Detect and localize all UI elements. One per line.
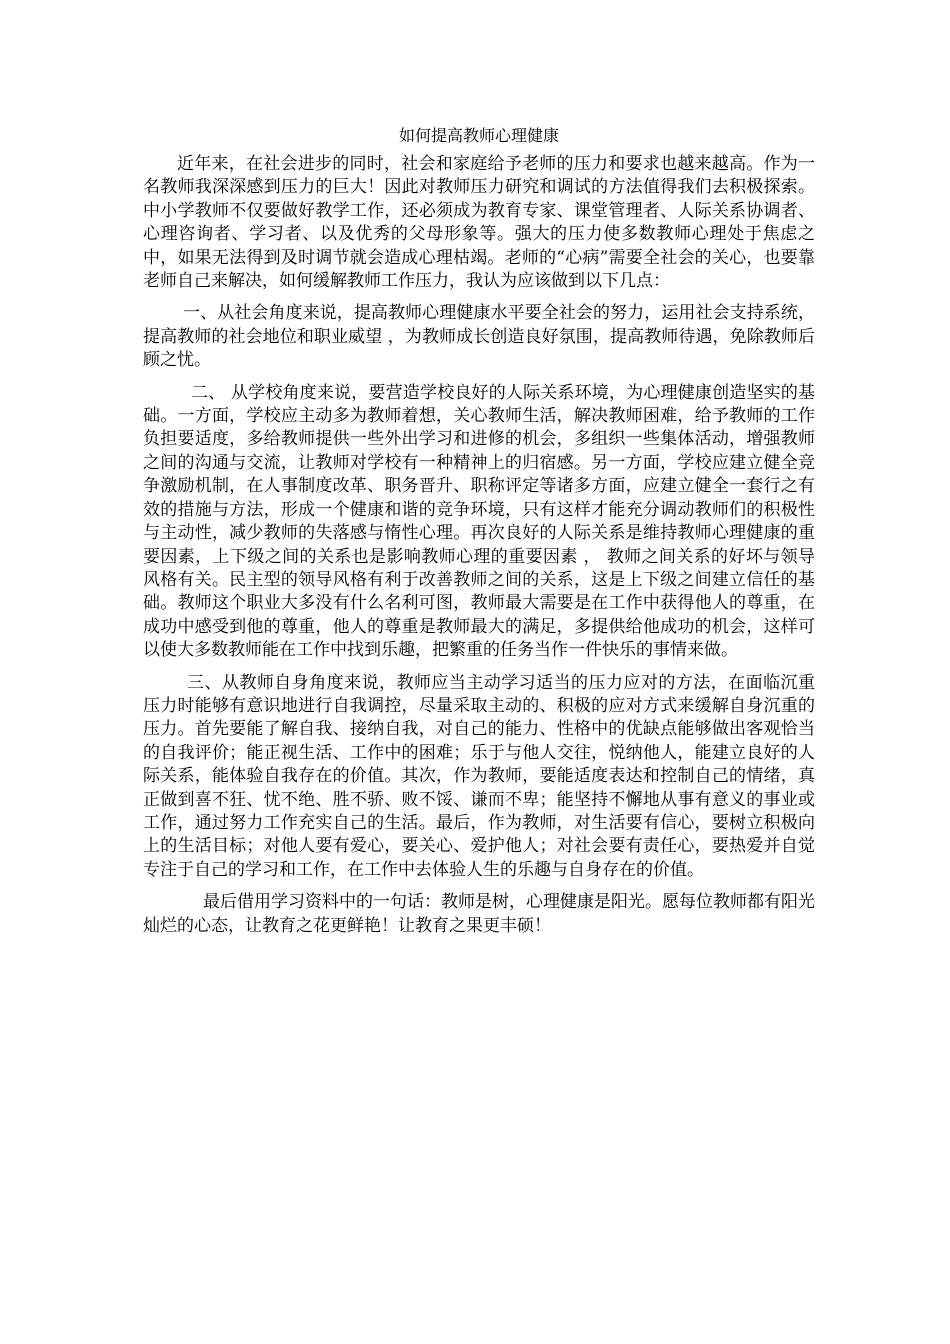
- document-body: [143, 125, 815, 947]
- paragraph-conclusion: 最后借用学习资料中的一句话：教师是树，心理健康是阳光。愿每位教师都有阳光灿烂的心态，让教育之花更鲜艳！让教育之果更丰硕！: [143, 892, 815, 936]
- paragraph-school: 二、 从学校角度来说，要营造学校良好的人际关系环境，为心理健康创造坚实的基础。一方面，学校应主动多为教师着想，关心教师生活，解决教师困难，给予教师的工作负担要适度，多给教师提供一些外出学习和进修的机会，多组织一些集体活动，增强教师之间的沟通与交流，让教师对学校有一种精神上的归宿感。另一方面，学校应建立健全竞争激励机制，在人事制度改革、职务晋升、职称评定等诸多方面，应建立健全一套行之有效的措施与方法，形成一个健康和谐的竞争环境，只有这样才能充分调动教师们的积极性与主动性，减少教师的失落感与惰性心理。再次良好的人际关系是维持教师心理健康的重要因素，上下级之间的关系也是影响教师心理的重要因素 ， 教师之间关系的好坏与领导风格有关。民主型的领导风格有利于改善教师之间的关系，这是上下级之间建立信任的基础。教师这个职业大多没有什么名利可图，教师最大需要是在工作中获得他人的尊重，在成功中感受到他的尊重，他人的尊重是教师最大的满足，多提供给他成功的机会，这样可以使大多数教师能在工作中找到乐趣，把繁重的任务当作一件快乐的事情来做。: [143, 382, 815, 661]
- paragraph-society: 一、从社会角度来说，提高教师心理健康水平要全社会的努力，运用社会支持系统，提高教师的社会地位和职业威望 ，为教师成长创造良好氛围，提高教师待遇，免除教师后顾之忧。: [143, 303, 815, 371]
- paragraph-intro: 近年来，在社会进步的同时，社会和家庭给予老师的压力和要求也越来越高。作为一名教师我深深感到压力的巨大！因此对教师压力研究和调试的方法值得我们去积极探索。中小学教师不仅要做好教学工作，还必须成为教育专家、课堂管理者、人际关系协调者、心理咨询者、学习者、以及优秀的父母形象等。强大的压力使多数教师心理处于焦虑之中，如果无法得到及时调节就会造成心理枯竭。老师的“心病”需要全社会的关心，也要靠老师自己来解决，如何缓解教师工作压力，我认为应该做到以下几点：: [143, 154, 815, 292]
- document-title: 如何提高教师心理健康: [398, 126, 559, 145]
- paragraph-self: 三、从教师自身角度来说，教师应当主动学习适当的压力应对的方法，在面临沉重压力时能够有意识地进行自我调控，尽量采取主动的、积极的应对方式来缓解自身沉重的压力。首先要能了解自我、接纳自我，对自己的能力、性格中的优缺点能够做出客观恰当的自我评价；能正视生活、工作中的困难；乐于与他人交往，悦纳他人，能建立良好的人际关系，能体验自我存在的价值。其次，作为教师，要能适度表达和控制自己的情绪，真正做到喜不狂、忧不绝、胜不骄、败不馁、谦而不卑；能坚持不懈地从事有意义的事业或工作，通过努力工作充实自己的生活。最后，作为教师，对生活要有信心，要树立积极向上的生活目标；对他人要有爱心，要关心、爱护他人；对社会要有责任心，要热爱并自觉专注于自己的学习和工作，在工作中去体验人生的乐趣与自身存在的价值。: [143, 672, 815, 880]
